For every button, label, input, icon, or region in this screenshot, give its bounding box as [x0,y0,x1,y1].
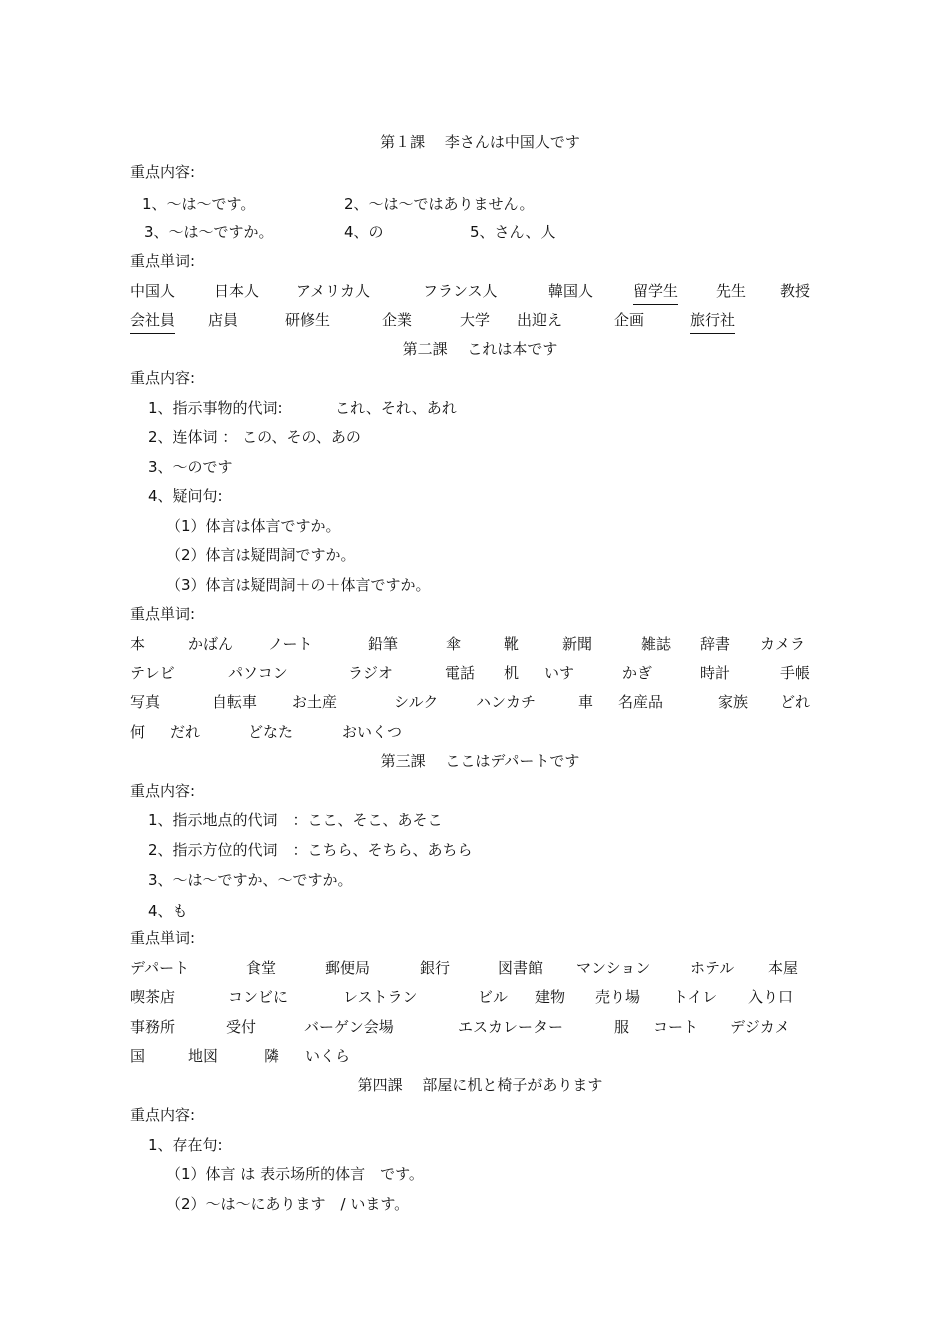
lesson-3-vocab-row-2: 喫茶店 コンビに レストラン ビル 建物 売り場 トイレ 入り口 [130,988,794,1006]
lesson-1-vocab-row-1: 中国人 日本人 アメリカ人 フランス人 韓国人 留学生 先生 教授 [130,279,830,303]
lesson-2-content-heading: 重点内容: [130,369,196,387]
lesson-3-vocab-heading: 重点単词: [130,929,196,947]
lesson-2-point-4: 4、疑问句: [148,487,223,505]
lesson-3-point-2: 2、指示方位的代词 ：こちら、そちら、あちら [148,841,473,859]
lesson-1-content-heading: 重点内容: [130,163,196,181]
lesson-3-vocab-row-4: 国 地図 隣 いくら [130,1047,351,1065]
lesson-2-point-1: 1、指示事物的代词: これ、それ、あれ [148,399,457,417]
lesson-3-content-heading: 重点内容: [130,782,196,800]
lesson-2-point-3: 3、～のです [148,458,233,476]
lesson-1-vocab-row-2: 会社員 店員 研修生 企業 大学 出迎え 企画 旅行社 [130,308,830,332]
lesson-4-sub-point-2: （2）～は～にあります / います。 [166,1195,410,1213]
lesson-3-title: 第三課 ここはデパートです [380,752,580,770]
lesson-4-content-heading: 重点内容: [130,1106,196,1124]
lesson-2-point-2: 2、连体词 ： この、その、あの [148,428,361,446]
lesson-4-title: 第四課 部屋に机と椅子があります [357,1076,603,1094]
lesson-2-vocab-row-2: テレビ パソコン ラジオ 電話 机 いす かぎ 時計 手帳 [130,664,811,682]
lesson-2-vocab-heading: 重点単词: [130,605,196,623]
lesson-2-title: 第二課 これは本です [402,340,558,358]
lesson-1-vocab-heading: 重点単词: [130,252,196,270]
lesson-4-point-1: 1、存在句: [148,1136,223,1154]
lesson-1-title: 第１課 李さんは中国人です [380,133,580,151]
lesson-2-sub-point-3: （3）体言は疑問詞＋の＋体言ですか。 [166,576,431,594]
lesson-2-sub-point-1: （1）体言は体言ですか。 [166,517,341,535]
lesson-2-vocab-row-1: 本 かばん ノート 鉛筆 傘 靴 新聞 雑誌 辞書 カメラ [130,635,806,653]
lesson-1-points-row-1: 1、～は～です。 2、～は～ではありません。 [142,195,535,213]
lesson-2-vocab-row-3: 写真 自転車 お土産 シルク ハンカチ 車 名産品 家族 どれ [130,693,811,711]
lesson-3-point-4: 4、も [148,902,188,920]
lesson-3-vocab-row-3: 事務所 受付 バーゲン会場 エスカレーター 服 コート デジカメ [130,1018,790,1036]
lesson-2-vocab-row-4: 何 だれ どなた おいくつ [130,723,403,741]
lesson-3-vocab-row-1: デパート 食堂 郵便局 銀行 図書館 マンション ホテル 本屋 [130,959,799,977]
lesson-2-sub-point-2: （2）体言は疑問詞ですか。 [166,546,356,564]
lesson-3-point-3: 3、～は～ですか、～ですか。 [148,871,353,889]
lesson-4-sub-point-1: （1）体言 は 表示场所的体言 です。 [166,1165,424,1183]
lesson-1-points-row-2: 3、～は～ですか。 4、の 5、さん、人 [144,223,556,241]
lesson-3-point-1: 1、指示地点的代词 ：ここ、そこ、あそこ [148,811,443,829]
